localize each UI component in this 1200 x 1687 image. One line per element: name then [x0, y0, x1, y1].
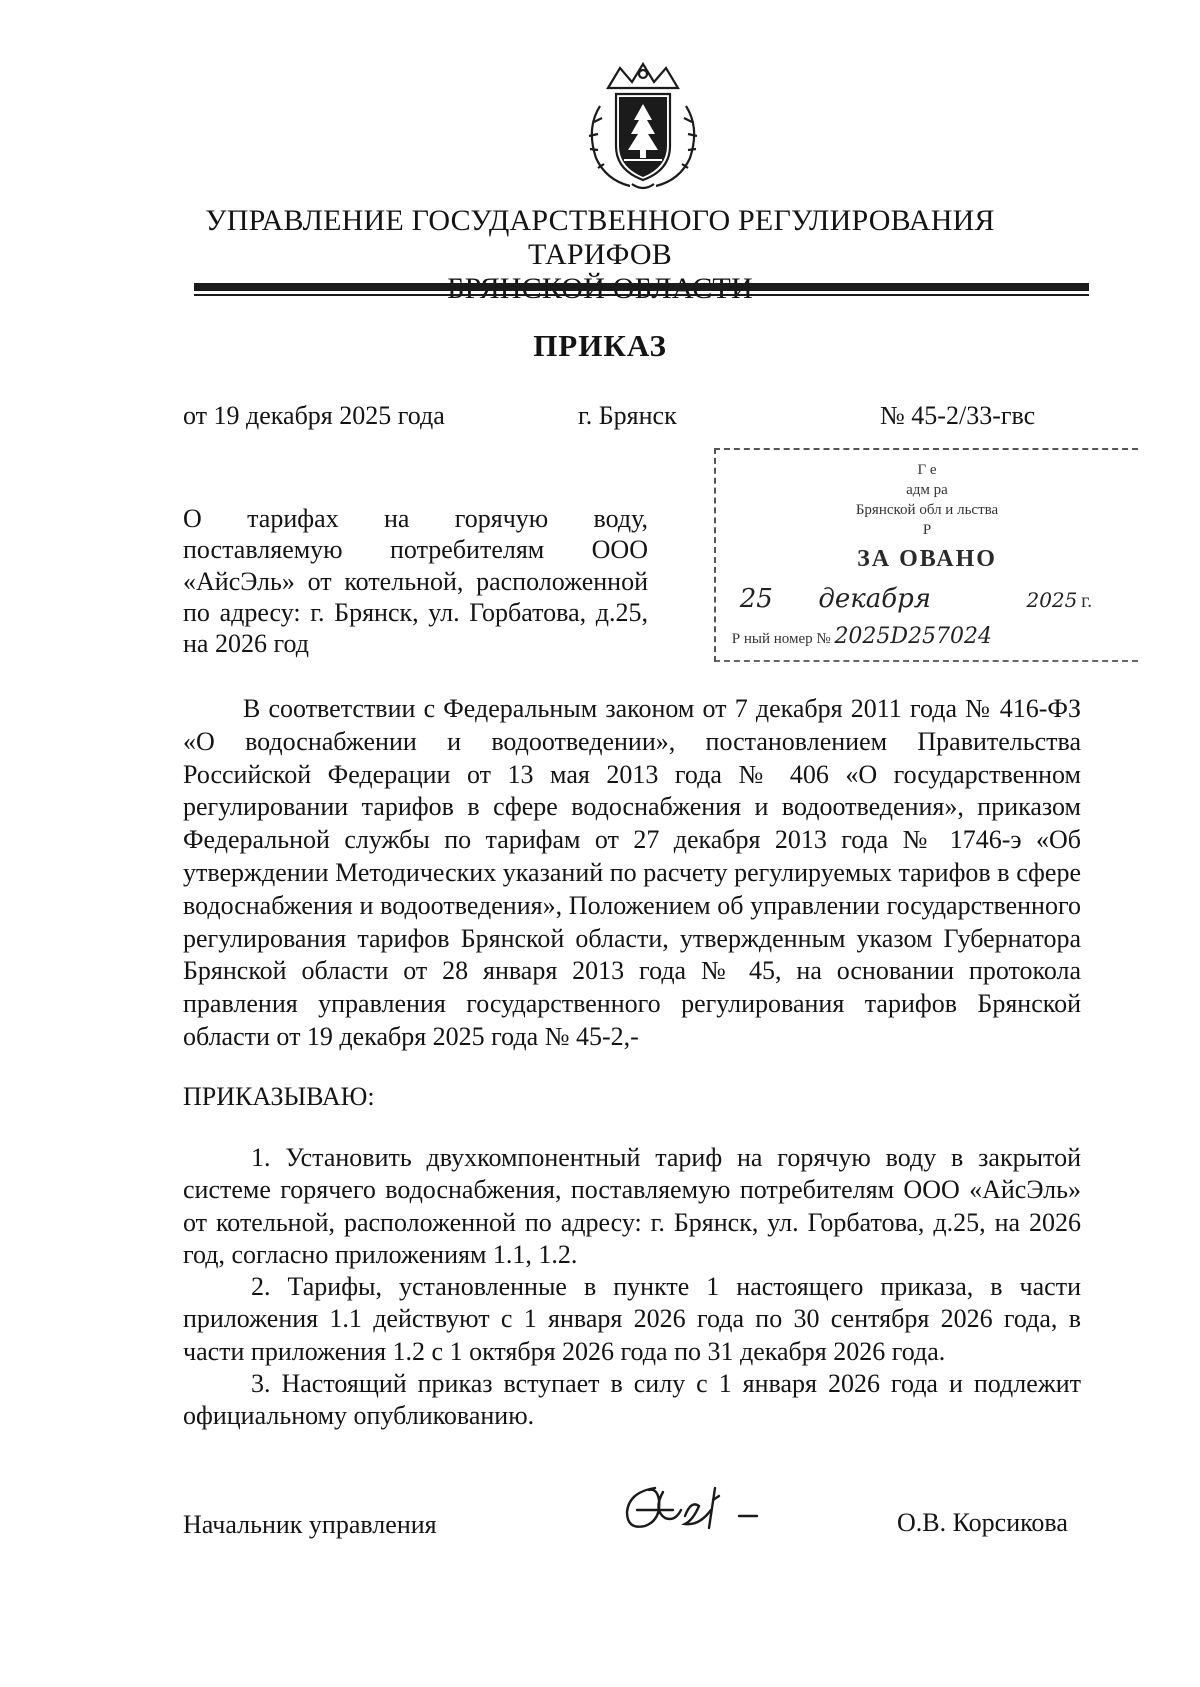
preamble-section: [183, 693, 1081, 1054]
document-subject: О тарифах на горячую воду, поставляемую потребителям ООО «АйсЭль» от котельной, расположенной по адресу: г. Брянск, ул. Горбатова, д.25, на 2026 год: [183, 504, 648, 659]
signer-name: О.В. Корсикова: [897, 1508, 1068, 1537]
stamp-line-1: Г е: [917, 462, 937, 478]
order-item-3: 3. Настоящий приказ вступает в силу с 1 января 2026 года и подлежит официальному опубликованию.: [183, 1369, 1081, 1431]
document-type-title: ПРИКАЗ: [533, 328, 667, 363]
stamp-date-suffix: г.: [1081, 590, 1093, 612]
stamp-date: [716, 584, 1138, 614]
stamp-registration-label: Р ный номер №: [731, 631, 831, 647]
header-divider-thin: [194, 294, 1089, 296]
document-city: г. Брянск: [578, 401, 677, 430]
stamp-registration: [716, 624, 1138, 649]
stamp-date-month: декабря: [818, 584, 931, 614]
registration-stamp: [714, 448, 1138, 662]
handwritten-signature: [615, 1470, 775, 1540]
stamp-line-3: Брянской обл и льства: [855, 502, 999, 518]
stamp-title: ЗА ОВАНО: [857, 546, 997, 572]
header-divider: [194, 283, 1089, 291]
order-items: [183, 1142, 1081, 1433]
document-date: от 19 декабря 2025 года: [183, 401, 445, 430]
stamp-line-4: Р: [922, 522, 932, 538]
signer-title: Начальник управления: [183, 1510, 437, 1539]
stamp-line-2: адм ра: [906, 482, 948, 498]
preamble-text: В соответствии с Федеральным законом от 7 декабря 2011 года № 416-ФЗ «О водоснабжении и водоотведении», постановлением Правительства Российской Федерации от 13 мая 2013 года № 406 «О государственном регулировании тарифов в сфере водоснабжения и водоотведения», приказом Федеральной службы по тарифам от 27 декабря 2013 года № 1746-э «Об утверждении Методических указаний по расчету регулируемых тарифов в сфере водоснабжения и водоотведения», Положением об управлении государственного регулирования тарифов Брянской области, утвержденным указом Губернатора Брянской области от 28 января 2013 года № 45, на основании протокола правления управления государственного регулирования тарифов Брянской области от 19 декабря 2025 года № 45-2,-: [183, 694, 1081, 1051]
coat-of-arms-icon: [580, 58, 706, 196]
order-word: ПРИКАЗЫВАЮ:: [183, 1082, 375, 1111]
stamp-date-day: 25: [739, 584, 773, 614]
order-item-2: 2. Тарифы, установленные в пункте 1 настоящего приказа, в части приложения 1.1 действуют с 1 января 2026 года по 30 сентября 2026 года, в части приложения 1.2 с 1 октября 2026 года по 31 декабря 2026 года.: [183, 1272, 1081, 1366]
stamp-date-year: 2025: [1026, 588, 1078, 612]
order-item-1: 1. Установить двухкомпонентный тариф на горячую воду в закрытой системе горячего водоснабжения, поставляемую потребителям ООО «АйсЭль» от котельной, расположенной по адресу: г. Брянск, ул. Горбатова, д.25, на 2026 год, согласно приложениям 1.1, 1.2.: [183, 1143, 1081, 1269]
document-number: № 45-2/33-гвс: [880, 401, 1036, 430]
organization-name-line1: УПРАВЛЕНИЕ ГОСУДАРСТВЕННОГО РЕГУЛИРОВАНИЯ ТАРИФОВ: [205, 204, 995, 271]
stamp-registration-number: 2025D257024: [834, 624, 993, 649]
